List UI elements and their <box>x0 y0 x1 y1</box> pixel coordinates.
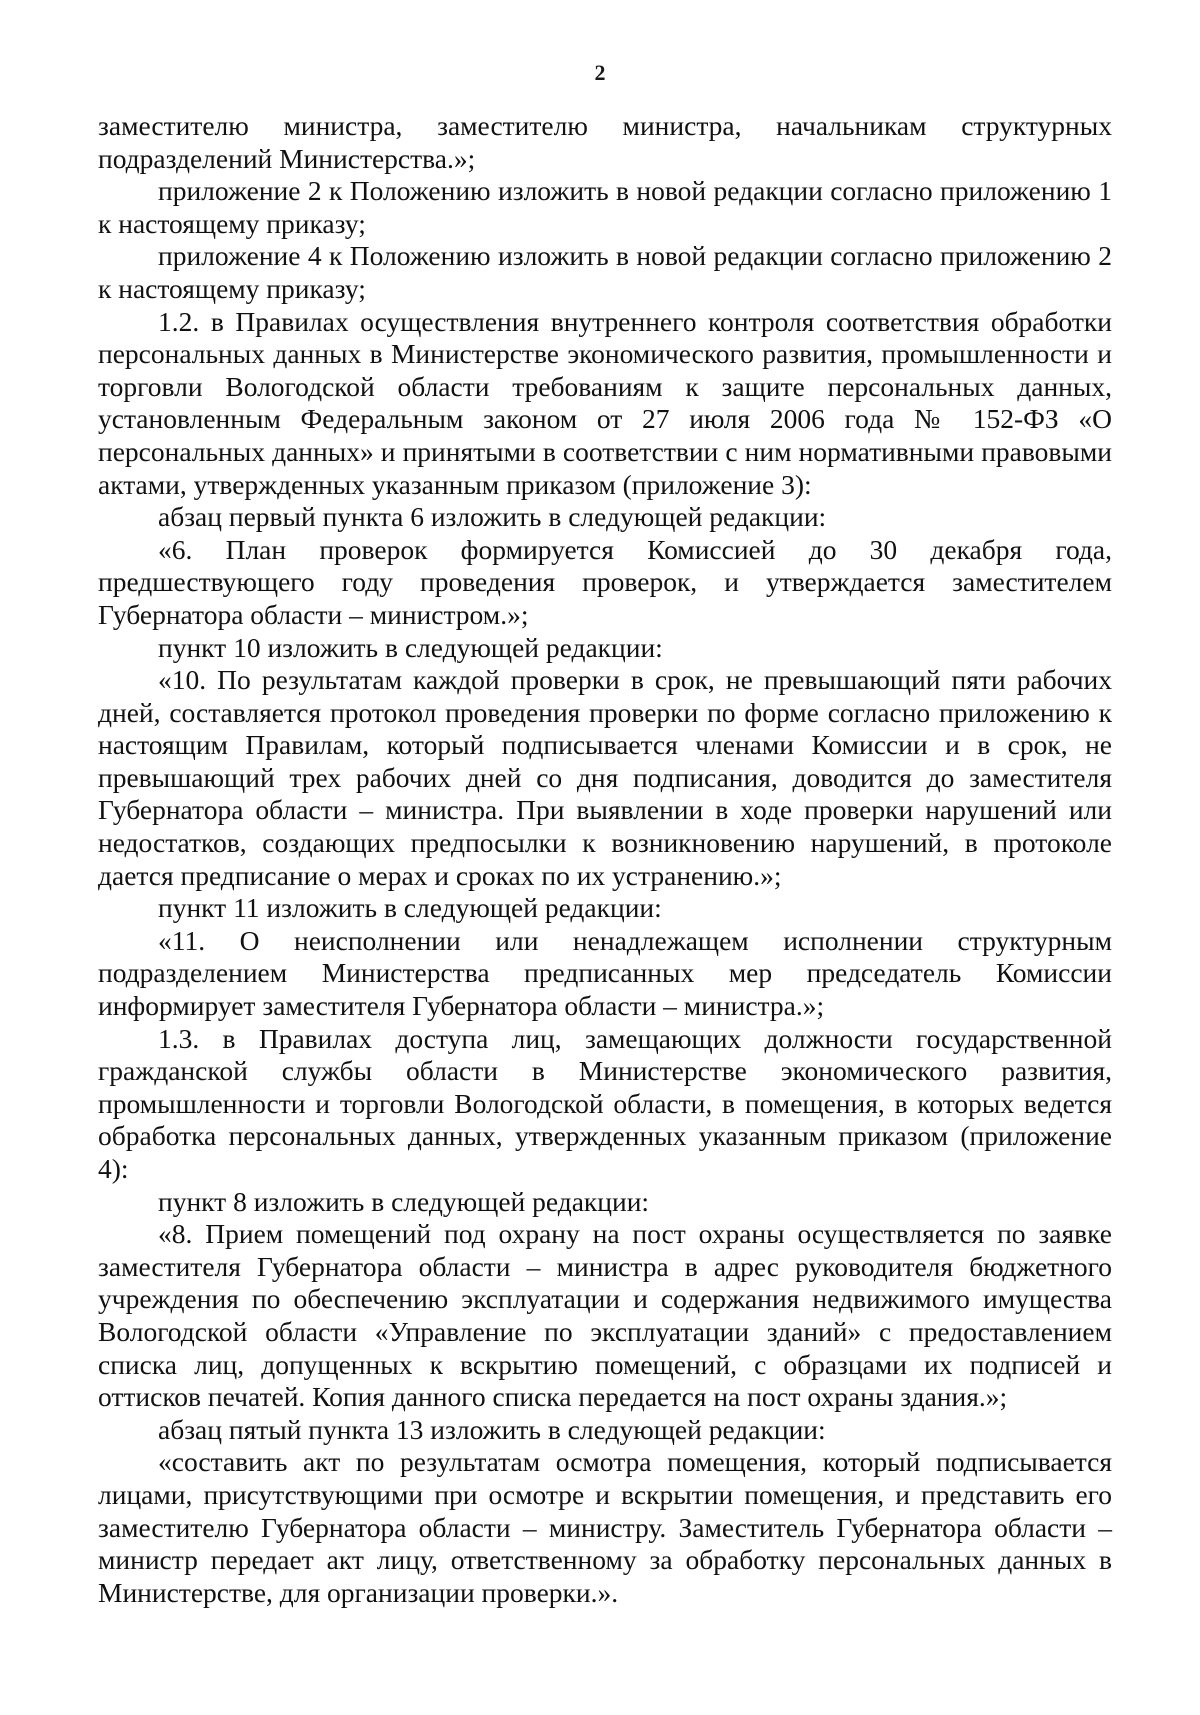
page-number: 2 <box>594 60 606 85</box>
paragraph-continuation: заместителю министра, заместителю министра, начальникам структурных подразделений Министерства.»; <box>98 110 1112 174</box>
paragraph-item-6-intro: абзац первый пункта 6 изложить в следующей редакции: <box>158 501 827 533</box>
paragraph-appendix-4: приложение 4 к Положению изложить в новой редакции согласно приложению 2 к настоящему приказу; <box>98 240 1112 304</box>
paragraph-appendix-2: приложение 2 к Положению изложить в новой редакции согласно приложению 1 к настоящему приказу; <box>98 175 1112 239</box>
paragraph-item-10-intro: пункт 10 изложить в следующей редакции: <box>158 631 663 663</box>
paragraph-item-8-intro: пункт 8 изложить в следующей редакции: <box>158 1185 650 1217</box>
paragraph-item-10-text: «10. По результатам каждой проверки в срок, не превышающий пяти рабочих дней, составляется протокол проведения проверки по форме согласно приложению к настоящим Правилам, который подписывается членами Комиссии и в срок, не превышающий трех рабочих дней со дня подписания, доводится до заместителя Губернатора области – министра. При выявлении в ходе проверки нарушений или недостатков, создающих предпосылки к возникновению нарушений, в протоколе дается предписание о мерах и сроках по их устранению.»; <box>98 664 1112 891</box>
paragraph-item-6-text: «6. План проверок формируется Комиссией до 30 декабря года, предшествующего году проведения проверок, и утверждается заместителем Губернатора области – министром.»; <box>98 533 1112 630</box>
paragraph-item-8-text: «8. Прием помещений под охрану на пост охраны осуществляется по заявке заместителя Губернатора области – министра в адрес руководителя бюджетного учреждения по обеспечению эксплуатации и содержания недвижимого имущества Вологодской области «Управление по эксплуатации зданий» с предоставлением списка лиц, допущенных к вскрытию помещений, с образцами их подписей и оттисков печатей. Копия данного списка передается на пост охраны здания.»; <box>98 1218 1112 1413</box>
paragraph-item-11-intro: пункт 11 изложить в следующей редакции: <box>158 892 662 924</box>
paragraph-section-1-2: 1.2. в Правилах осуществления внутреннего контроля соответствия обработки персональных данных в Министерстве экономического развития, промышленности и торговли Вологодской области требованиям к защите персональных данных, установленным Федеральным законом от 27 июля 2006 года № 152-ФЗ «О персональных данных» и принятыми в соответствии с ним нормативными правовыми актами, утвержденных указанным приказом (приложение 3): <box>98 305 1112 500</box>
document-body <box>98 110 1112 1609</box>
paragraph-item-11-text: «11. О неисполнении или ненадлежащем исполнении структурным подразделением Министерства предписанных мер председатель Комиссии информирует заместителя Губернатора области – министра.»; <box>98 924 1112 1022</box>
paragraph-item-13-intro: абзац пятый пункта 13 изложить в следующей редакции: <box>158 1413 826 1445</box>
paragraph-item-13-text: «составить акт по результатам осмотра помещения, который подписывается лицами, присутствующими при осмотре и вскрытии помещения, и представить его заместителю Губернатора области – министру. Заместитель Губернатора области – министр передает акт лицу, ответственному за обработку персональных данных в Министерстве, для организации проверки.». <box>98 1446 1112 1608</box>
paragraph-section-1-3: 1.3. в Правилах доступа лиц, замещающих должности государственной гражданской службы области в Министерстве экономического развития, промышленности и торговли Вологодской области, в помещения, в которых ведется обработка персональных данных, утвержденных указанным приказом (приложение 4): <box>98 1022 1112 1184</box>
